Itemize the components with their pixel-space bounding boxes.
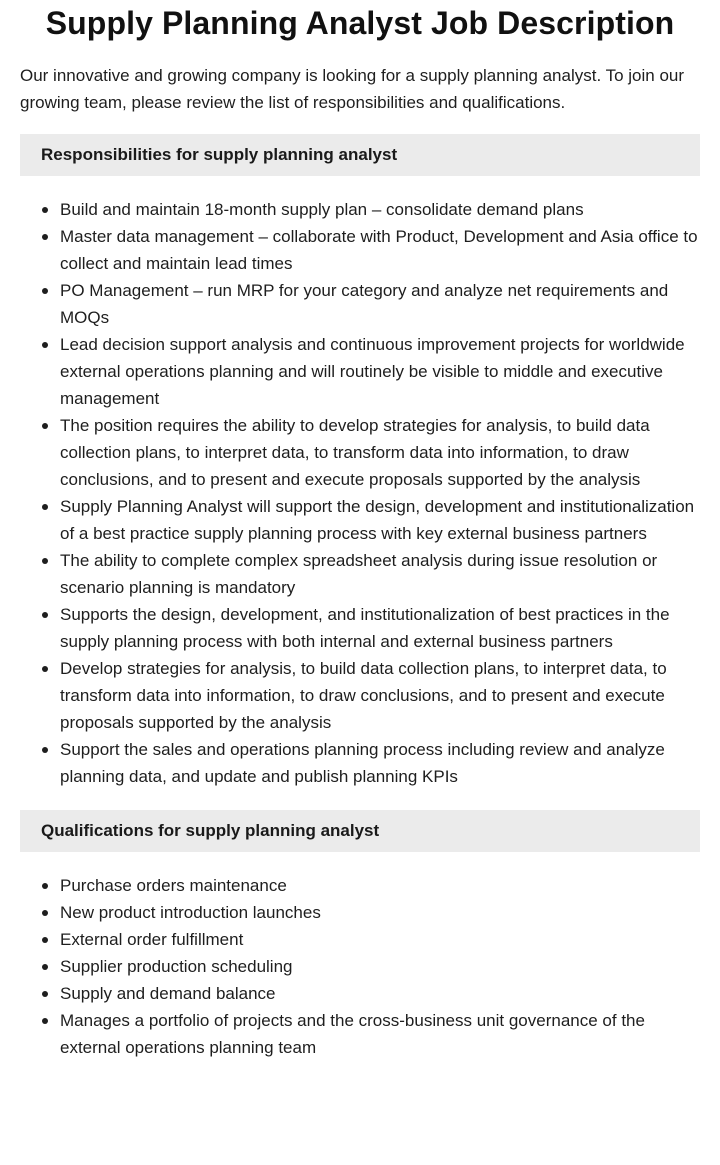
- list-item: The ability to complete complex spreadsheet analysis during issue resolution or scenario planning is mandatory: [60, 547, 700, 601]
- responsibilities-heading: Responsibilities for supply planning analyst: [20, 134, 700, 176]
- list-item: External order fulfillment: [60, 926, 700, 953]
- page-title: Supply Planning Analyst Job Description: [45, 5, 675, 41]
- list-item: Support the sales and operations planning process including review and analyze planning data, and update and publish planning KPIs: [60, 736, 700, 790]
- list-item: Master data management – collaborate with Product, Development and Asia office to collect and maintain lead times: [60, 223, 700, 277]
- intro-paragraph: Our innovative and growing company is looking for a supply planning analyst. To join our growing team, please review the list of responsibilities and qualifications.: [20, 66, 685, 112]
- list-item: Develop strategies for analysis, to build data collection plans, to interpret data, to transform data into information, to draw conclusions, and to present and execute proposals supported by the analysis: [60, 655, 700, 736]
- list-item: The position requires the ability to develop strategies for analysis, to build data collection plans, to interpret data, to transform data into information, to draw conclusions, and to present and execute proposals supported by the analysis: [60, 412, 700, 493]
- list-item: Supply Planning Analyst will support the design, development and institutionalization of a best practice supply planning process with key external business partners: [60, 493, 700, 547]
- qualifications-heading: Qualifications for supply planning analyst: [20, 810, 700, 852]
- qualifications-list: [20, 872, 700, 1061]
- list-item: Build and maintain 18-month supply plan – consolidate demand plans: [60, 196, 700, 223]
- list-item: PO Management – run MRP for your category and analyze net requirements and MOQs: [60, 277, 700, 331]
- list-item: Purchase orders maintenance: [60, 872, 700, 899]
- list-item: Supply and demand balance: [60, 980, 700, 1007]
- list-item: New product introduction launches: [60, 899, 700, 926]
- list-item: Manages a portfolio of projects and the cross-business unit governance of the external operations planning team: [60, 1007, 700, 1061]
- list-item: Supports the design, development, and institutionalization of best practices in the supply planning process with both internal and external business partners: [60, 601, 700, 655]
- list-item: Lead decision support analysis and continuous improvement projects for worldwide external operations planning and will routinely be visible to middle and executive management: [60, 331, 700, 412]
- responsibilities-list: [20, 196, 700, 790]
- list-item: Supplier production scheduling: [60, 953, 700, 980]
